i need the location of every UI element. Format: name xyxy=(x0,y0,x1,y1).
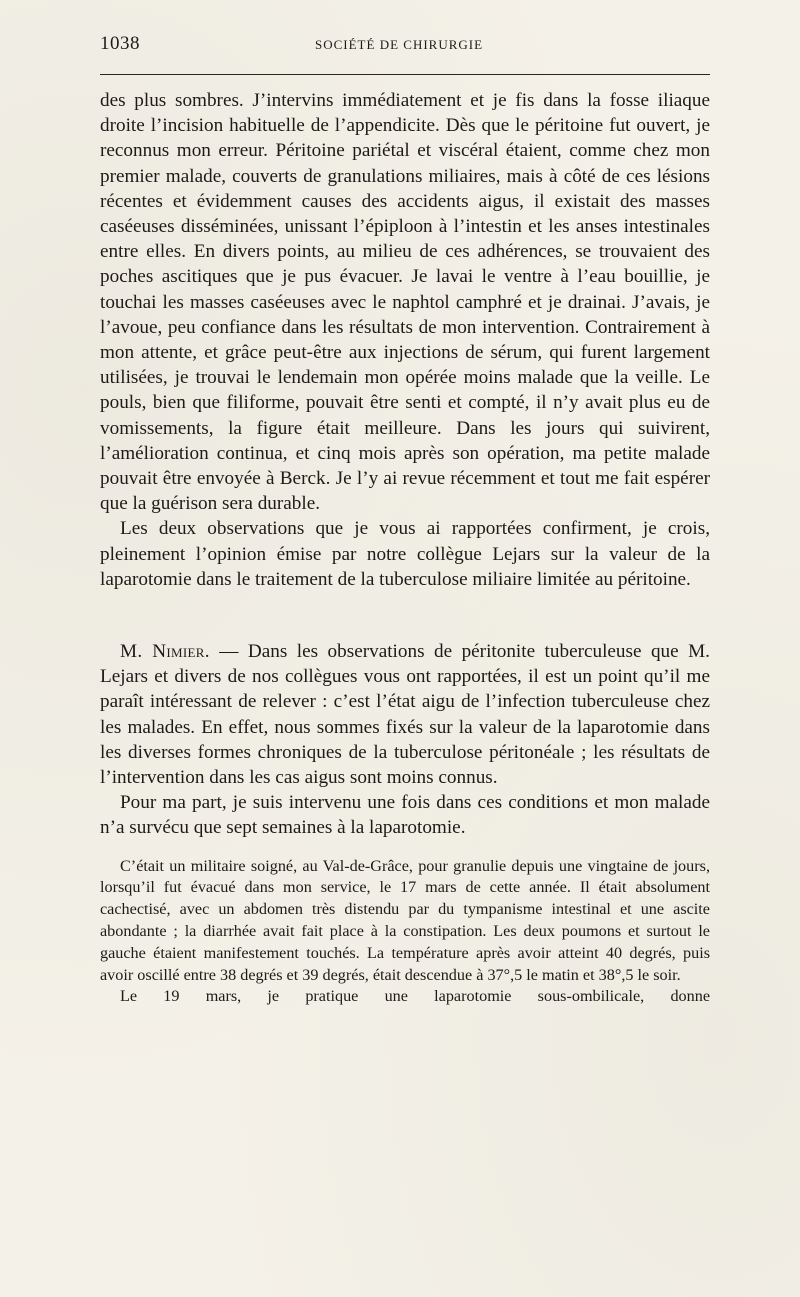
header-rule xyxy=(100,74,710,75)
paragraph-operation: Le 19 mars, je pratique une laparotomie sous-ombilicale, donne xyxy=(120,987,710,1006)
page-header xyxy=(100,33,710,59)
paragraph-nimier-text: — Dans les observations de péritonite tuberculeuse que M. Lejars et divers de nos collègues vous ont rapportées, il est un point qu’il me paraît intéressant de relever : c’est l’état aigu de l’infection tuberculeuse chez les malades. En effet, nous sommes fixés sur la valeur de la laparotomie dans les diverses formes chroniques de la tuberculose péritonéale ; les résultats de l’intervention dans les cas aigus sont moins connus. xyxy=(100,641,710,789)
paragraph-intervention: Pour ma part, je suis intervenu une fois dans ces conditions et mon malade n’a survécu que sept semaines à la laparotomie. xyxy=(100,792,710,839)
section-gap-small xyxy=(100,841,710,856)
page-number: 1038 xyxy=(100,33,140,54)
speaker-name: M. Nimier. xyxy=(120,641,210,663)
running-head: SOCIÉTÉ DE CHIRURGIE xyxy=(315,37,484,52)
page-body xyxy=(100,88,710,1008)
paragraph-nimier xyxy=(100,639,710,790)
paragraph-case-report: C’était un militaire soigné, au Val-de-Grâce, pour granulie depuis une vingtaine de jours, lorsqu’il fut évacué dans mon service, le 17 mars de cette année. Il était absolument cachectisé, avec un abdomen très distendu par du tympanisme intestinal et une ascite abondante ; la diarrhée avait fait place à la constipation. Les deux poumons et surtout le gauche étaient manifestement touchés. La température après avoir atteint 40 degrés, puis avoir oscillé entre 38 degrés et 39 degrés, était descendue à 37°,5 le matin et 38°,5 le soir. xyxy=(100,856,710,984)
paragraph-continuation: des plus sombres. J’intervins immédiatement et je fis dans la fosse iliaque droite l’incision habituelle de l’appendicite. Dès que le péritoine fut ouvert, je reconnus mon erreur. Péritoine pariétal et viscéral étaient, comme chez mon premier malade, couverts de granulations miliaires, mais à côté de ces lésions récentes et évidemment causes des accidents aigus, il existait des masses caséeuses disséminées, unissant l’épiploon à l’intestin et les anses intestinales entre elles. En divers points, au milieu de ces adhérences, se trouvaient des poches ascitiques que je pus évacuer. Je lavai le ventre à l’eau bouillie, je touchai les masses caséeuses avec le naphtol camphré et je drainai. J’avais, je l’avoue, peu confiance dans les résultats de mon intervention. Contrairement à mon attente, et grâce peut-être aux injections de sérum, qui furent largement utilisées, je trouvai le lendemain mon opérée moins malade que la veille. Le pouls, bien que filiforme, pouvait être senti et compté, il n’y avait plus eu de vomissements, la figure était meilleure. Dans les jours qui suivirent, l’amélioration continua, et cinq mois après son opération, ma petite malade pouvait être envoyée à Berck. Je l’y ai revue récemment et tout me fait espérer que la guérison sera durable. xyxy=(100,90,710,515)
section-gap xyxy=(100,592,710,639)
paragraph-conclusion: Les deux observations que je vous ai rapportées confirment, je crois, pleinement l’opinion émise par notre collègue Lejars sur la valeur de la laparotomie dans le traitement de la tuberculose miliaire limitée au péritoine. xyxy=(100,518,710,590)
